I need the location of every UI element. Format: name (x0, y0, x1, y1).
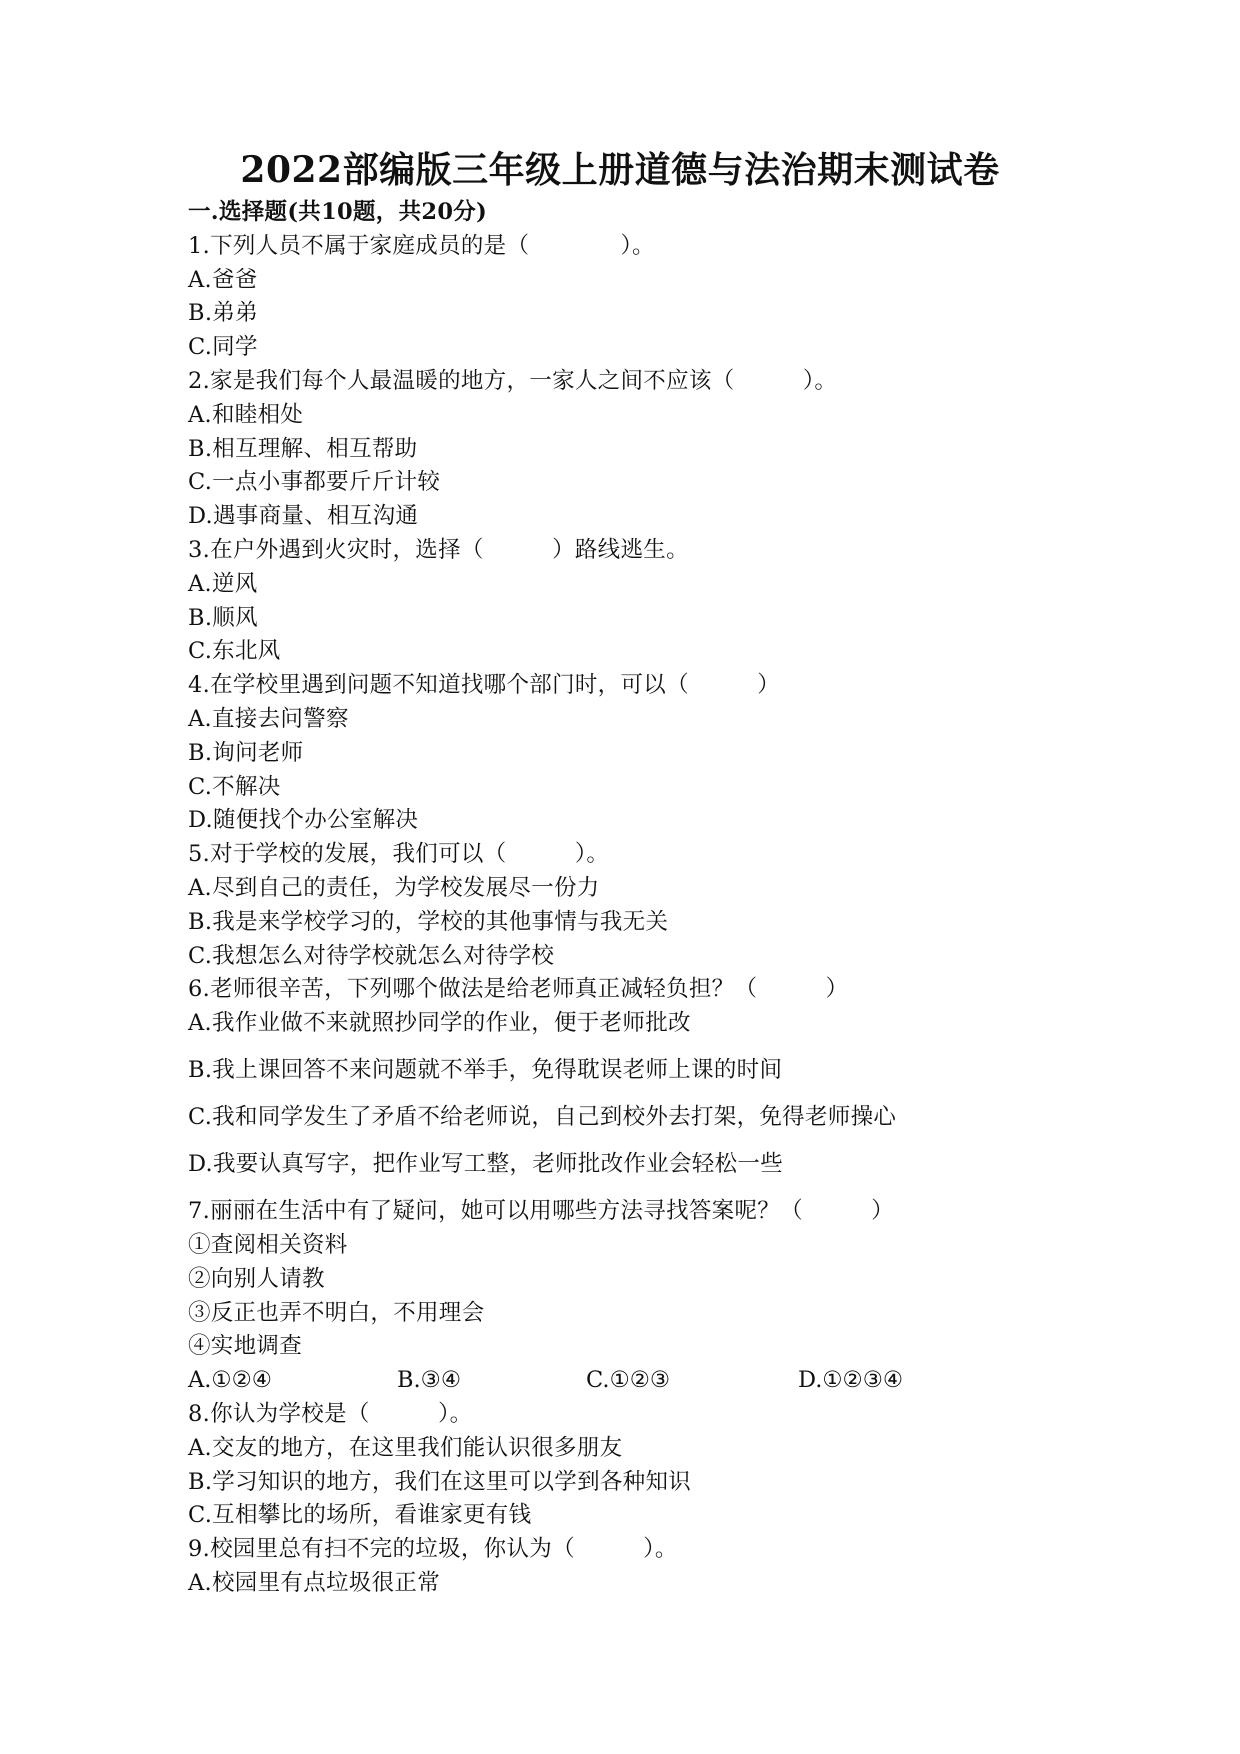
exam-content (188, 196, 1088, 1601)
page-title: 2022部编版三年级上册道德与法治期末测试卷 (240, 149, 1000, 191)
question-8-option-c: C.互相攀比的场所，看谁家更有钱 (188, 1502, 532, 1529)
question-4-stem: 4.在学校里遇到问题不知道找哪个部门时，可以（ ） (188, 672, 781, 699)
question-7-stem: 7.丽丽在生活中有了疑问，她可以用哪些方法寻找答案呢？（ ） (188, 1198, 895, 1225)
question-7-option-a: A.①②④ (188, 1367, 272, 1394)
question-6-option-b: B.我上课回答不来问题就不举手，免得耽误老师上课的时间 (188, 1057, 783, 1084)
question-6-option-d: D.我要认真写字，把作业写工整，老师批改作业会轻松一些 (188, 1151, 783, 1178)
question-7-item-3: ③反正也弄不明白，不用理会 (188, 1299, 485, 1326)
question-3-stem: 3.在户外遇到火灾时，选择（ ）路线逃生。 (188, 536, 689, 563)
question-1-option-b: B.弟弟 (188, 300, 258, 327)
question-3-option-c: C.东北风 (188, 638, 281, 665)
question-9-stem: 9.校园里总有扫不完的垃圾，你认为（ ）。 (188, 1536, 678, 1563)
question-4-option-b: B.询问老师 (188, 739, 304, 766)
question-5-option-b: B.我是来学校学习的，学校的其他事情与我无关 (188, 908, 669, 935)
question-5-option-c: C.我想怎么对待学校就怎么对待学校 (188, 942, 555, 969)
question-6-option-a: A.我作业做不来就照抄同学的作业，便于老师批改 (188, 1010, 691, 1037)
question-9-option-a: A.校园里有点垃圾很正常 (188, 1569, 441, 1596)
question-7-options-row (188, 1364, 1088, 1398)
question-2-stem: 2.家是我们每个人最温暖的地方，一家人之间不应该（ ）。 (188, 367, 838, 394)
question-3-option-b: B.顺风 (188, 604, 258, 631)
question-7-item-2: ②向别人请教 (188, 1265, 325, 1292)
question-7-option-b: B.③④ (397, 1367, 462, 1394)
question-1-option-a: A.爸爸 (188, 266, 258, 293)
question-4-option-c: C.不解决 (188, 773, 281, 800)
question-7-option-c: C.①②③ (586, 1367, 671, 1394)
question-2-option-d: D.遇事商量、相互沟通 (188, 503, 419, 530)
question-4-option-a: A.直接去问警察 (188, 705, 349, 732)
question-6-option-c: C.我和同学发生了矛盾不给老师说，自己到校外去打架，免得老师操心 (188, 1104, 897, 1131)
question-3-option-a: A.逆风 (188, 570, 258, 597)
question-2-option-a: A.和睦相处 (188, 401, 304, 428)
question-2-option-c: C.一点小事都要斤斤计较 (188, 469, 441, 496)
question-8-option-b: B.学习知识的地方，我们在这里可以学到各种知识 (188, 1468, 692, 1495)
question-7-item-1: ①查阅相关资料 (188, 1231, 348, 1258)
question-4-option-d: D.随便找个办公室解决 (188, 807, 419, 834)
question-7-item-4: ④实地调查 (188, 1333, 303, 1360)
question-5-stem: 5.对于学校的发展，我们可以（ ）。 (188, 841, 610, 868)
section-heading: 一.选择题(共10题，共20分) (188, 199, 488, 225)
question-1-stem: 1.下列人员不属于家庭成员的是（ ）。 (188, 232, 655, 259)
question-8-option-a: A.交友的地方，在这里我们能认识很多朋友 (188, 1434, 623, 1461)
question-5-option-a: A.尽到自己的责任，为学校发展尽一份力 (188, 874, 600, 901)
question-8-stem: 8.你认为学校是（ ）。 (188, 1400, 473, 1427)
question-2-option-b: B.相互理解、相互帮助 (188, 435, 418, 462)
question-1-option-c: C.同学 (188, 334, 258, 361)
question-7-option-d: D.①②③④ (798, 1367, 904, 1394)
question-6-stem: 6.老师很辛苦，下列哪个做法是给老师真正减轻负担？（ ） (188, 976, 849, 1003)
